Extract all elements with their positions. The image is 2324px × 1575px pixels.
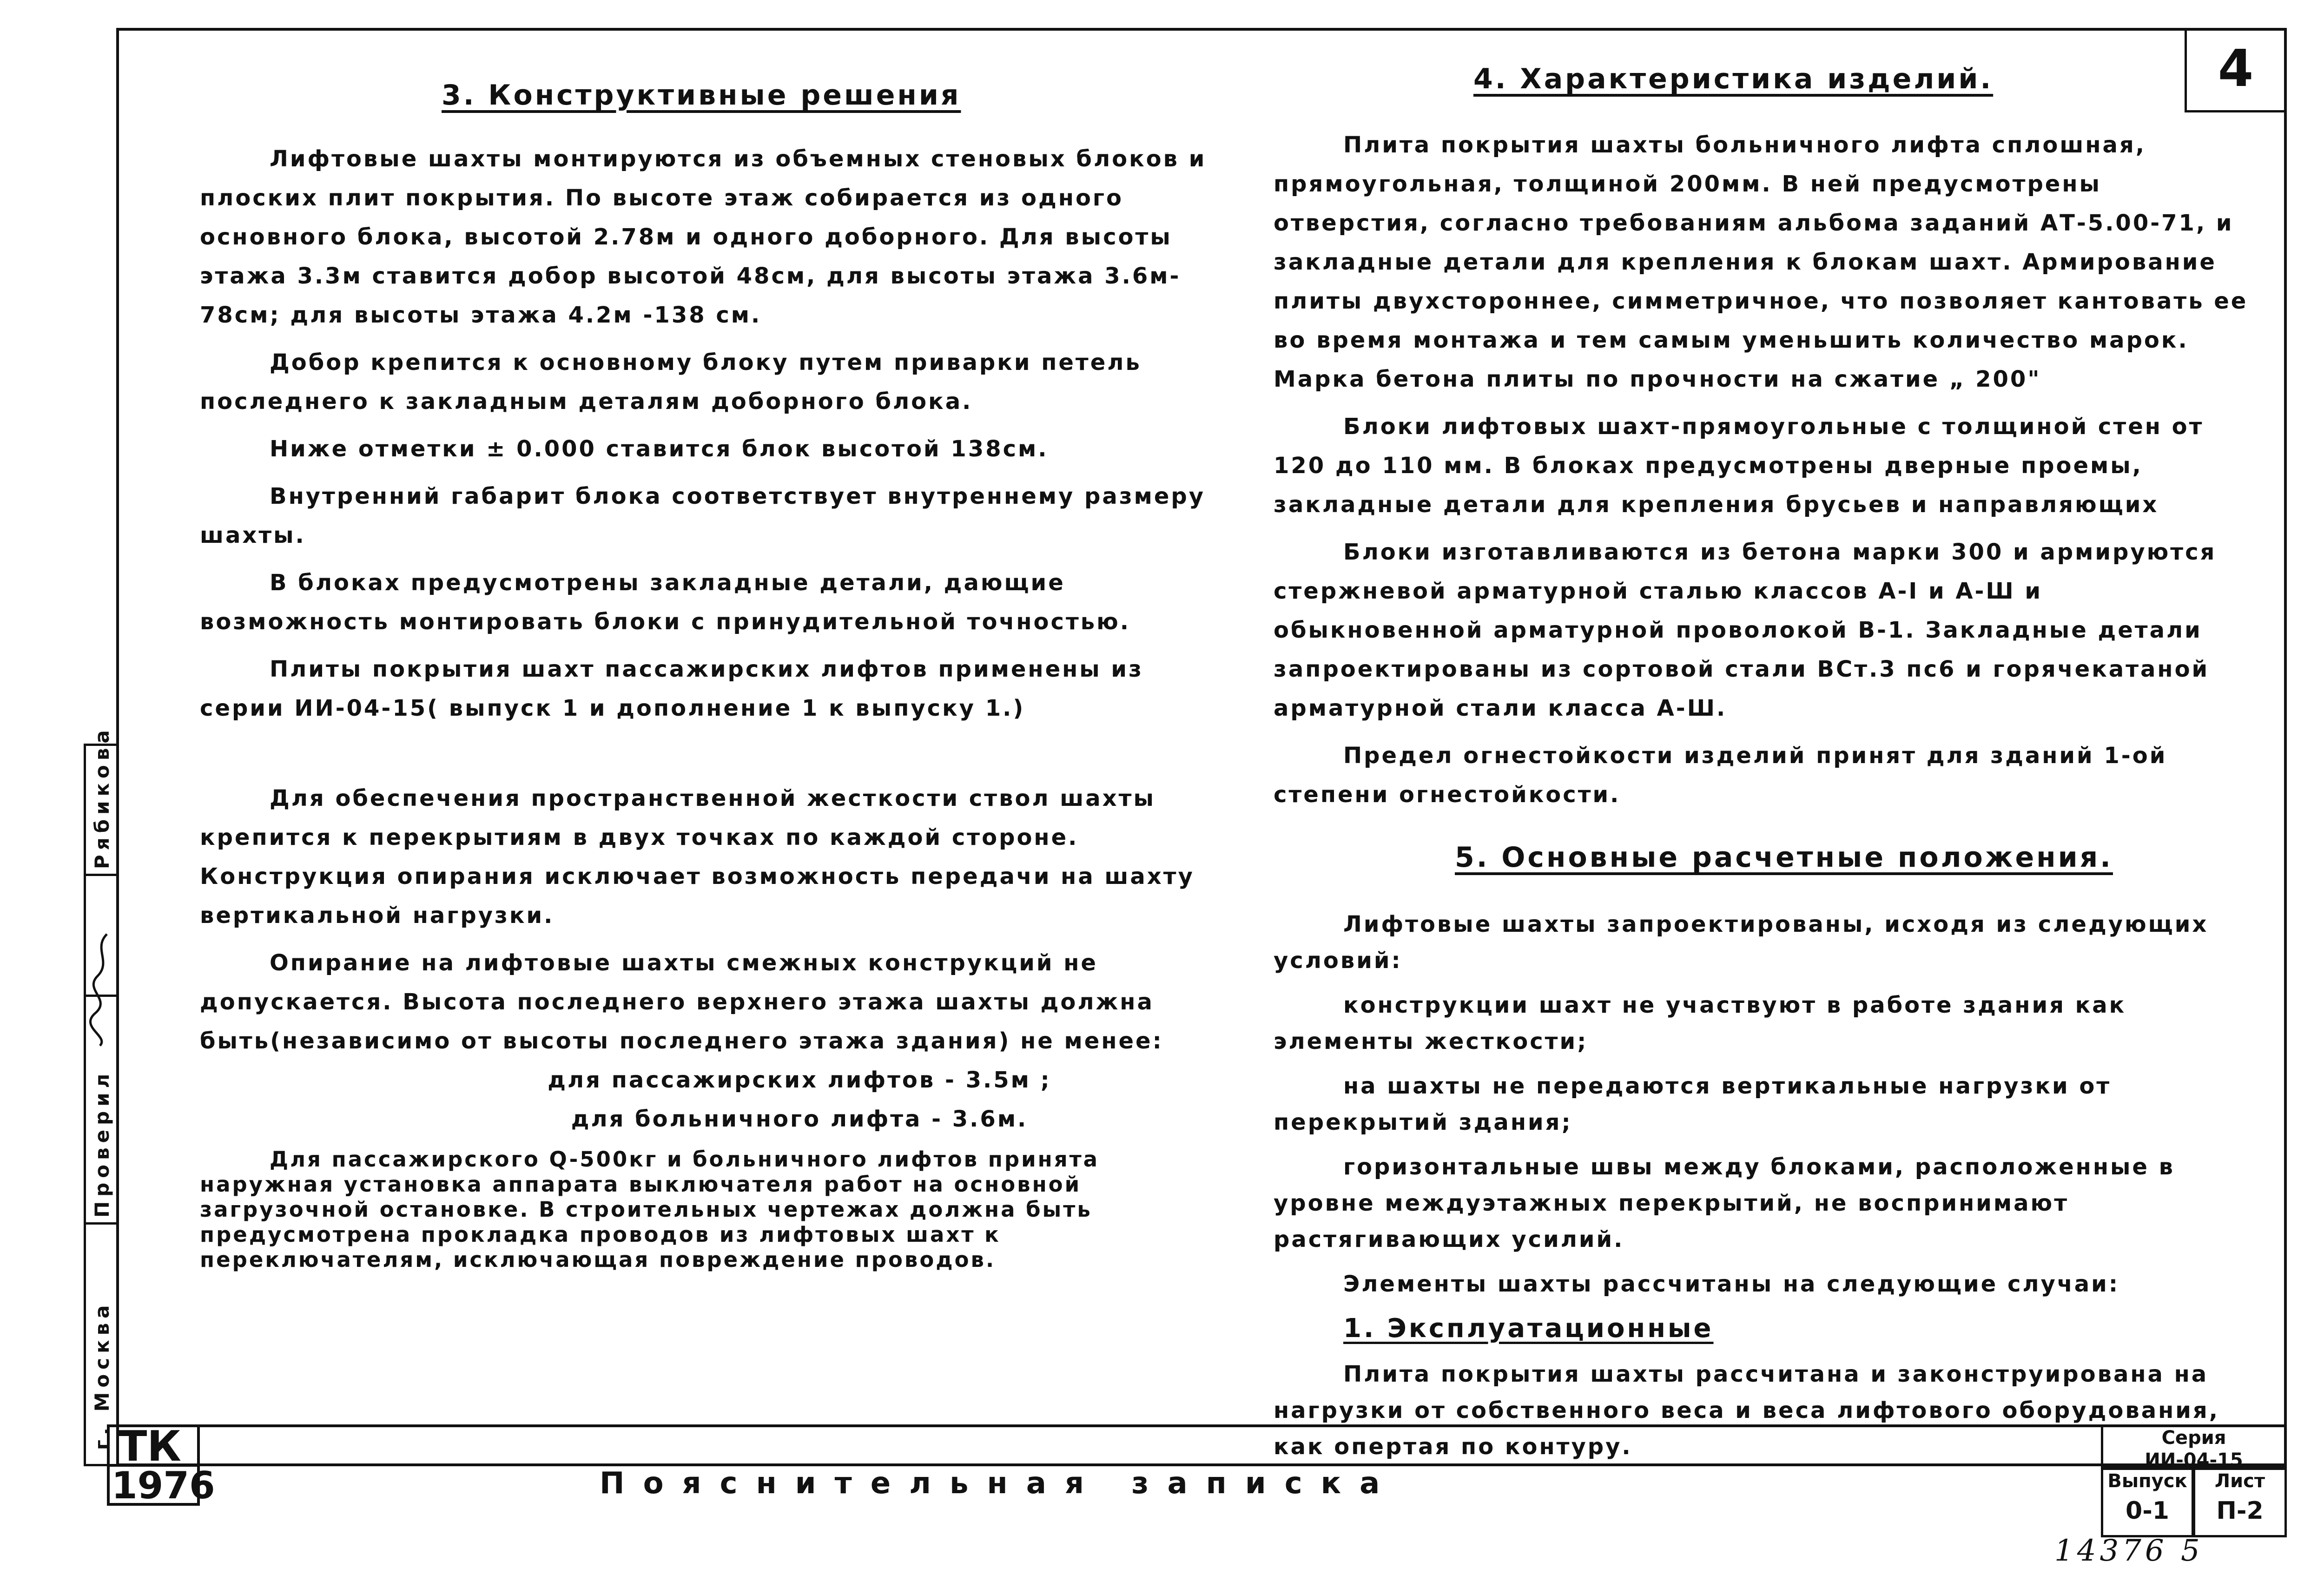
sidebar-divider <box>84 1222 116 1225</box>
section-5-body <box>1274 906 2250 1473</box>
signature-image <box>88 929 116 1050</box>
paragraph: Для пассажирского Q-500кг и больничного лифтов принята наружная установка аппарата выключателя работ на основной загрузочной остановке. В строительных чертежах должна быть предусмотрена прокладка проводов из лифтовых шахт к переключателям, исключающая повреждение проводов. <box>200 1147 1100 1272</box>
paragraph: горизонтальные швы между блоками, расположенные в уровне междуэтажных перекрытий, не воспринимают растягивающих усилий. <box>1274 1154 2175 1252</box>
paragraph: Плита покрытия шахты больничного лифта сплошная, прямоугольная, толщиной 200мм. В ней предусмотрены отверстия, согласно требованиям альбома заданий АТ-5.00-71, и закладные детали для крепления к блокам шахт. Армирование плиты двухстороннее, симметричное, что позволяет кантовать ее во время монтажа и тем самым уменьшить количество марок. Марка бетона плиты по прочности на сжатие „ 200" <box>1274 132 2248 392</box>
section-3-title: 3. Конструктивные решения <box>442 79 961 112</box>
subheading-wrap <box>1274 1311 2250 1348</box>
series-value: ИИ-04-15 <box>2145 1450 2243 1471</box>
paragraph: Добор крепится к основному блоку путем приварки петель последнего к закладным деталям доборного блока. <box>200 349 1142 415</box>
paragraph: для пассажирских лифтов - 3.5м ; <box>548 1067 1051 1093</box>
paragraph: Элементы шахты рассчитаны на следующие случаи: <box>1343 1271 2120 1297</box>
sheet-number: 4 <box>2185 29 2284 112</box>
paragraph: Предел огнестойкости изделий принят для зданий 1-ой степени огнестойкости. <box>1274 743 2167 808</box>
year: 1976 <box>112 1464 215 1507</box>
paragraph: Плита покрытия шахты рассчитана и законструирована на нагрузки от собственного веса и веса лифтового оборудования, как опертая по контуру. <box>1274 1361 2219 1460</box>
sheet-value: П-2 <box>2216 1497 2264 1525</box>
section-5-title: 5. Основные расчетные положения. <box>1455 841 2113 874</box>
paragraph: Для обеспечения пространственной жесткости ствол шахты крепится к перекрытиям в двух точках по каждой стороне. Конструкция опирания исключает возможность передачи на шахту вертикальной нагрузки. <box>200 785 1195 929</box>
sidebar-divider <box>84 874 116 876</box>
sheet-box <box>2193 1468 2287 1537</box>
org-code: ТК <box>119 1422 181 1471</box>
issue-label: Выпуск <box>2107 1470 2187 1492</box>
document-title: Пояснительная записка <box>600 1466 1399 1501</box>
paragraph: на шахты не передаются вертикальные нагрузки от перекрытий здания; <box>1274 1073 2112 1135</box>
issue-value: 0-1 <box>2126 1497 2169 1525</box>
city-label: г. Москва <box>91 1300 113 1450</box>
section-4-body <box>1274 125 2250 823</box>
paragraph: Внутренний габарит блока соответствует внутреннему размеру шахты. <box>200 483 1206 548</box>
sheet-label: Лист <box>2214 1470 2265 1492</box>
paragraph: Ниже отметки ± 0.000 ставится блок высотой 138см. <box>270 436 1049 462</box>
paragraph: конструкции шахт не участвуют в работе здания как элементы жесткости; <box>1274 992 2126 1054</box>
paragraph: Блоки лифтовых шахт-прямоугольные с толщиной стен от 120 до 110 мм. В блоках предусмотрены дверные проемы, закладные детали для крепления брусьев и направляющих <box>1274 414 2204 518</box>
paragraph: Лифтовые шахты монтируются из объемных стеновых блоков и плоских плит покрытия. По высоте этаж собирается из одного основного блока, высотой 2.78м и одного доборного. Для высоты этажа 3.3м ставится добор высотой 48см, для высоты этажа 3.6м- 78см; для высоты этажа 4.2м -138 см. <box>200 146 1207 328</box>
footer-note: 14376 5 <box>2054 1534 2204 1568</box>
checked-label: Проверил <box>91 1069 113 1218</box>
checker-name: Рябикова <box>91 725 113 869</box>
paragraph: Лифтовые шахты запроектированы, исходя из следующих условий: <box>1274 911 2209 974</box>
paragraph: В блоках предусмотрены закладные детали, дающие возможность монтировать блоки с принудительной точностью. <box>200 570 1131 635</box>
paragraph: Плиты покрытия шахт пассажирских лифтов применены из серии ИИ-04-15( выпуск 1 и дополнение 1 к выпуску 1.) <box>200 656 1143 721</box>
paragraph: для больничного лифта - 3.6м. <box>571 1106 1028 1132</box>
section-3-body <box>200 139 1213 1281</box>
issue-box <box>2101 1468 2194 1537</box>
paragraph: Опирание на лифтовые шахты смежных конструкций не допускается. Высота последнего верхнего этажа шахты должна быть(независимо от высоты последнего этажа здания) не менее: <box>200 950 1163 1054</box>
paragraph: Блоки изготавливаются из бетона марки 300 и армируются стержневой арматурной сталью классов А-I и А-Ш и обыкновенной арматурной проволокой В-1. Закладные детали запроектированы из сортовой стали ВСт.3 пс6 и горячекатаной арматурной стали класса А-Ш. <box>1274 539 2217 721</box>
series-label: Серия <box>2161 1427 2226 1449</box>
section-4-title: 4. Характеристика изделий. <box>1473 63 1994 95</box>
subheading: 1. Эксплуатационные <box>1343 1313 1714 1344</box>
